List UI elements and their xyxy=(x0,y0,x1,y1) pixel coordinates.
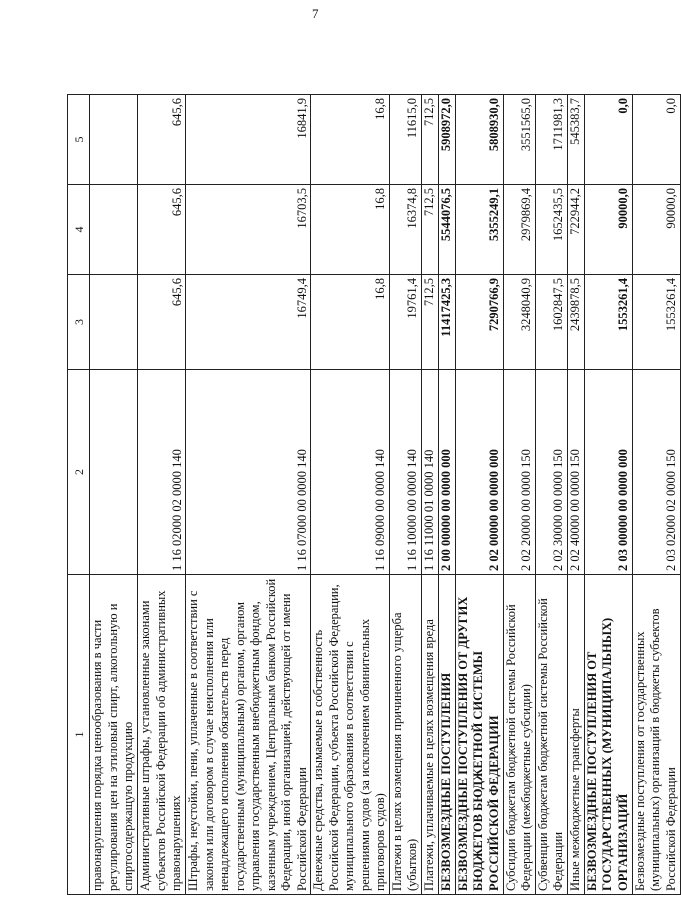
row-code: 2 02 00000 00 0000 000 xyxy=(455,370,503,575)
page-number: 7 xyxy=(312,6,319,21)
row-value-5: 3551565,0 xyxy=(503,95,535,185)
row-value-5: 16,8 xyxy=(311,95,390,185)
row-value-3: 3248040,9 xyxy=(503,275,535,370)
row-name: БЕЗВОЗМЕЗДНЫЕ ПОСТУПЛЕНИЯ ОТ ГОСУДАРСТВЕННЫХ (МУНИЦИПАЛЬНЫХ) ОРГАНИЗАЦИЙ xyxy=(584,575,632,895)
row-value-3 xyxy=(90,275,138,370)
table-row xyxy=(503,95,535,895)
row-name: Платежи в целях возмещения причиненного ущерба (убытков) xyxy=(389,575,421,895)
row-value-3: 11417425,3 xyxy=(438,275,455,370)
row-name: Безвозмездные поступления от государственных (муниципальных) организаций в бюджеты субъектов Российской Федерации xyxy=(632,575,680,895)
row-value-3: 16,8 xyxy=(311,275,390,370)
row-value-5: 645,6 xyxy=(138,95,186,185)
row-name: Денежные средства, изымаемые в собственность Российской Федерации, субъекта Российской Федерации, муниципального образования в соответствии с решениями судов (за исключением обвинительных приговоров судов) xyxy=(311,575,390,895)
row-value-5: 5808930,0 xyxy=(455,95,503,185)
row-value-3: 1602847,5 xyxy=(535,275,567,370)
table-row xyxy=(421,95,438,895)
row-value-3: 712,5 xyxy=(421,275,438,370)
row-code: 2 03 02000 02 0000 150 xyxy=(632,370,680,575)
row-value-4 xyxy=(90,185,138,275)
row-value-5: 5908972,0 xyxy=(438,95,455,185)
row-name: Штрафы, неустойки, пени, уплаченные в соответствии с законом или договором в случае неисполнения или ненадлежащего исполнения обязательств перед государственным (муниципальным) органом, органом управления государственным внебюджетным фондом, казенным учреждением, Центральным банком Российской Федерации, иной организацией, действующей от имени Российской Федерации xyxy=(186,575,311,895)
row-value-3: 1553261,4 xyxy=(632,275,680,370)
row-code: 2 03 00000 00 0000 000 xyxy=(584,370,632,575)
row-value-4: 90000,0 xyxy=(584,185,632,275)
table-row xyxy=(389,95,421,895)
rotated-page xyxy=(67,95,678,895)
table-header-row xyxy=(68,95,90,895)
row-name: Субвенции бюджетам бюджетной системы Российской Федерации xyxy=(535,575,567,895)
table-row xyxy=(186,95,311,895)
table-row xyxy=(535,95,567,895)
row-value-4: 2979869,4 xyxy=(503,185,535,275)
row-value-5: 712,5 xyxy=(421,95,438,185)
row-value-3: 16749,4 xyxy=(186,275,311,370)
row-value-4: 1652435,5 xyxy=(535,185,567,275)
table-row xyxy=(584,95,632,895)
header-col-1: 1 xyxy=(68,575,90,895)
table-row xyxy=(311,95,390,895)
row-value-5: 0,0 xyxy=(584,95,632,185)
row-code: 1 16 09000 00 0000 140 xyxy=(311,370,390,575)
row-value-4: 5544076,5 xyxy=(438,185,455,275)
table-row xyxy=(632,95,680,895)
header-col-3: 3 xyxy=(68,275,90,370)
row-value-4: 16,8 xyxy=(311,185,390,275)
row-value-5: 545383,7 xyxy=(567,95,584,185)
row-name: Административные штрафы, установленные законами субъектов Российской Федерации об административных правонарушениях xyxy=(138,575,186,895)
row-value-4: 645,6 xyxy=(138,185,186,275)
row-name: Платежи, уплачиваемые в целях возмещения вреда xyxy=(421,575,438,895)
row-value-5: 0,0 xyxy=(632,95,680,185)
table-row xyxy=(455,95,503,895)
row-value-5: 11615,0 xyxy=(389,95,421,185)
table-row xyxy=(567,95,584,895)
row-code xyxy=(90,370,138,575)
row-value-5: 1711981,3 xyxy=(535,95,567,185)
header-col-5: 5 xyxy=(68,95,90,185)
row-code: 2 02 40000 00 0000 150 xyxy=(567,370,584,575)
row-name: БЕЗВОЗМЕЗДНЫЕ ПОСТУПЛЕНИЯ xyxy=(438,575,455,895)
row-value-5: 16841,9 xyxy=(186,95,311,185)
row-value-3: 7290766,9 xyxy=(455,275,503,370)
row-value-3: 2439878,5 xyxy=(567,275,584,370)
row-value-4: 90000,0 xyxy=(632,185,680,275)
row-code: 1 16 11000 01 0000 140 xyxy=(421,370,438,575)
row-name: правонарушения порядка ценообразования в части регулирования цен на этиловый спирт, алкогольную и спиртосодержащую продукцию xyxy=(90,575,138,895)
row-value-4: 712,5 xyxy=(421,185,438,275)
row-code: 2 00 00000 00 0000 000 xyxy=(438,370,455,575)
header-col-4: 4 xyxy=(68,185,90,275)
row-code: 2 02 30000 00 0000 150 xyxy=(535,370,567,575)
header-col-2: 2 xyxy=(68,370,90,575)
row-value-4: 16703,5 xyxy=(186,185,311,275)
revenue-table xyxy=(67,94,681,895)
row-value-4: 5355249,1 xyxy=(455,185,503,275)
row-code: 2 02 20000 00 0000 150 xyxy=(503,370,535,575)
row-value-4: 722944,2 xyxy=(567,185,584,275)
row-value-3: 645,6 xyxy=(138,275,186,370)
table-row xyxy=(438,95,455,895)
row-name: Иные межбюджетные трансферты xyxy=(567,575,584,895)
row-value-3: 1553261,4 xyxy=(584,275,632,370)
row-code: 1 16 02000 02 0000 140 xyxy=(138,370,186,575)
row-value-5 xyxy=(90,95,138,185)
row-name: БЕЗВОЗМЕЗДНЫЕ ПОСТУПЛЕНИЯ ОТ ДРУГИХ БЮДЖЕТОВ БЮДЖЕТНОЙ СИСТЕМЫ РОССИЙСКОЙ ФЕДЕРАЦИИ xyxy=(455,575,503,895)
row-value-4: 16374,8 xyxy=(389,185,421,275)
table-row xyxy=(138,95,186,895)
row-name: Субсидии бюджетам бюджетной системы Российской Федерации (межбюджетные субсидии) xyxy=(503,575,535,895)
row-value-3: 19761,4 xyxy=(389,275,421,370)
row-code: 1 16 10000 00 0000 140 xyxy=(389,370,421,575)
table-row xyxy=(90,95,138,895)
row-code: 1 16 07000 00 0000 140 xyxy=(186,370,311,575)
